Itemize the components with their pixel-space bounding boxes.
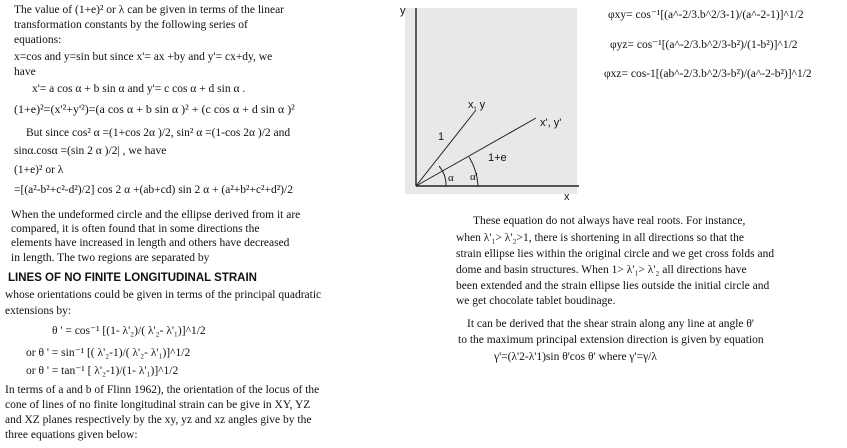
diagram-label-alpha: α bbox=[448, 172, 454, 184]
right-para1-line-6: we get chocolate tablet boudinage. bbox=[456, 295, 616, 307]
para4-line-3: and XZ planes respectively by the xy, yz and xz angles give by the bbox=[5, 414, 312, 426]
para4-line-2: cone of lines of no finite longitudinal strain can be give in XY, YZ bbox=[5, 399, 311, 411]
diagram-label-one: 1 bbox=[438, 131, 445, 143]
intro-line-3: equations: bbox=[14, 34, 62, 46]
intro-line-8: But since cos² α =(1+cos 2α )/2, sin² α =(1-cos 2α )/2 and bbox=[26, 127, 291, 139]
strain-diagram bbox=[396, 0, 582, 202]
intro-line-4: x=cos and y=sin but since x'= ax +by and y'= cx+dy, we bbox=[14, 51, 273, 63]
intro-line-6: x'= a cos α + b sin α and y'= c cos α + d sin α . bbox=[32, 83, 246, 95]
phi-yz-equation: φyz= cos⁻¹[(a^-2/3.b^2/3-b²)/(1-b²)]^1/2 bbox=[610, 39, 798, 51]
intro-line-10: (1+e)² or λ bbox=[14, 164, 64, 176]
equation-tan: or θ ' = tan⁻¹ [ λ'₂-1)/(1- λ'₁)]^1/2 bbox=[26, 365, 179, 377]
intro-line-1: The value of (1+e)² or λ can be given in terms of the linear bbox=[14, 4, 285, 16]
right-para1-line-2: when λ'₁> λ'₂>1, there is shortening in all directions so that the bbox=[456, 232, 744, 244]
right-para2-line-2: to the maximum principal extension direction is given by equation bbox=[458, 334, 764, 346]
phi-xz-equation: φxz= cos-1[(ab^-2/3.b^2/3-b²)/(a^-2-b²)]^1/2 bbox=[604, 68, 812, 80]
equation-cos: θ ' = cos⁻¹ [(1- λ'₂)/( λ'₂- λ'₁)]^1/2 bbox=[52, 325, 206, 337]
para3-line-1: whose orientations could be given in terms of the principal quadratic bbox=[5, 289, 322, 301]
right-para2-line-3: γ'=(λ'2-λ'1)sin θ'cos θ' where γ'=γ/λ bbox=[494, 351, 657, 363]
para3-line-2: extensions by: bbox=[5, 305, 72, 317]
para2-line-4: in length. The two regions are separated by bbox=[11, 252, 210, 264]
intro-line-2: transformation constants by the following series of bbox=[14, 19, 248, 31]
right-para1-line-5: been extended and the strain ellipse lies outside the initial circle and bbox=[456, 280, 770, 292]
section-heading: LINES OF NO FINITE LONGITUDINAL STRAIN bbox=[8, 272, 257, 284]
diagram-background bbox=[405, 8, 577, 194]
diagram-label-alpha-prime: α' bbox=[470, 171, 478, 183]
para2-line-2: compared, it is often found that in some directions the bbox=[11, 223, 260, 235]
equation-sin: or θ ' = sin⁻¹ [( λ'₂-1)/( λ'₂- λ'₁)]^1/2 bbox=[26, 347, 191, 359]
right-para1-line-4: dome and basin structures. When 1> λ'₁> λ'₂ all directions have bbox=[456, 264, 747, 276]
diagram-label-xy: x, y bbox=[468, 99, 486, 111]
diagram-label-one-e: 1+e bbox=[488, 152, 507, 164]
right-para2-line-1: It can be derived that the shear strain along any line at angle θ' bbox=[467, 318, 754, 330]
right-para1-line-1: These equation do not always have real roots. For instance, bbox=[473, 215, 746, 227]
intro-line-9: sinα.cosα =(sin 2 α )/2| , we have bbox=[14, 145, 167, 157]
diagram-label-xpyp: x', y' bbox=[540, 117, 562, 129]
intro-line-5: have bbox=[14, 66, 36, 78]
para4-line-1: In terms of a and b of Flinn 1962), the orientation of the locus of the bbox=[5, 384, 320, 396]
phi-xy-equation: φxy= cos⁻¹[(a^-2/3.b^2/3-1)/(a^-2-1)]^1/2 bbox=[608, 9, 804, 21]
diagram-label-x: x bbox=[564, 191, 570, 202]
diagram-label-y: y bbox=[400, 5, 406, 17]
para2-line-3: elements have increased in length and others have decreased bbox=[11, 237, 290, 249]
right-para1-line-3: strain ellipse lies within the original circle and we get cross folds and bbox=[456, 248, 775, 260]
para2-line-1: When the undeformed circle and the ellipse derived from it are bbox=[11, 209, 301, 221]
intro-line-7: (1+e)²=(x'²+y'²)=(a cos α + b sin α )² + (c cos α + d sin α )² bbox=[14, 102, 295, 116]
intro-line-11: =[(a²-b²+c²-d²)/2] cos 2 α +(ab+cd) sin 2 α + (a²+b²+c²+d²)/2 bbox=[14, 184, 293, 196]
para4-line-4: three equations given below: bbox=[5, 429, 138, 441]
